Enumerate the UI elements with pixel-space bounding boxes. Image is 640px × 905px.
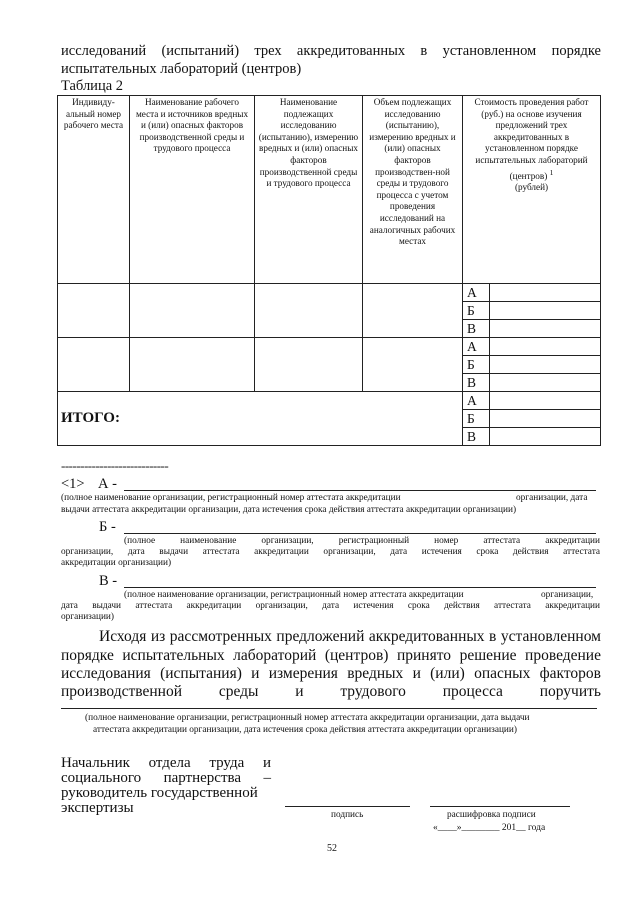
conclusion-line-2: порядке испытательных лабораторий (центров) принято решение проведение xyxy=(61,647,601,664)
decode-caption: расшифровка подписи xyxy=(447,810,536,820)
lab-label: Б xyxy=(463,302,490,320)
footnote-a-label: А - xyxy=(98,476,117,492)
cell-factors xyxy=(255,338,363,392)
position-line-1: Начальник отдела труда и xyxy=(61,755,271,771)
lab-label: В xyxy=(463,320,490,338)
table-row xyxy=(58,284,601,302)
header-cost-unit: (рублей) xyxy=(514,182,549,193)
footnote-v-caption-2: дата выдачи аттестата аккредитации организации, дата истечения срока действия аттестата аккредитации xyxy=(61,601,600,611)
table-row xyxy=(58,338,601,356)
footnote-b-label: Б - xyxy=(99,519,116,535)
date-line: «____»________ 201__ года xyxy=(433,823,546,833)
page-number: 52 xyxy=(327,843,337,854)
footnote-a-caption-2: выдачи аттестата аккредитации организации, дата истечения срока действия аттестата аккредитации организации) xyxy=(61,505,517,515)
lab-label: Б xyxy=(463,356,490,374)
cost-cell xyxy=(490,374,601,392)
footnote-b-caption-3: аккредитации организации) xyxy=(61,558,172,568)
decode-line xyxy=(430,806,570,807)
total-row xyxy=(58,392,601,410)
footnote-a-line xyxy=(124,490,596,491)
conclusion-line-1: Исходя из рассмотренных предложений аккредитованных в установленном xyxy=(99,628,601,645)
cell-volume xyxy=(363,338,463,392)
conclusion-line-4: производственной среды и трудового процесса поручить xyxy=(61,683,601,700)
footnote-v-caption-3: организации) xyxy=(61,612,115,622)
footnote-marker: <1> xyxy=(61,476,85,492)
cost-cell xyxy=(490,284,601,302)
cost-cell xyxy=(490,410,601,428)
total-label: ИТОГО: xyxy=(58,392,463,446)
lab-label: А xyxy=(463,284,490,302)
table-header-row xyxy=(58,96,601,284)
cost-cell xyxy=(490,428,601,446)
cell-volume xyxy=(363,284,463,338)
intro-line-1: исследований (испытаний) трех аккредитованных в установленном порядке xyxy=(61,43,601,59)
position-line-2: социального партнерства – xyxy=(61,770,271,786)
header-factors: Наименование подлежащих исследованию (испытанию), измерению вредных и (или) опасных факторов производственной среды и трудового процесса xyxy=(255,96,363,284)
position-line-3: руководитель государственной xyxy=(61,785,258,801)
footnote-v-line xyxy=(124,587,596,588)
table-title: Таблица 2 xyxy=(61,78,124,94)
lab-label: В xyxy=(463,374,490,392)
conclusion-answer-line xyxy=(61,708,597,709)
header-footnote-mark: 1 xyxy=(549,167,554,177)
cell-workplace-name xyxy=(130,284,255,338)
footnote-b-caption-2: организации, дата выдачи аттестата аккредитации организации, дата истечения срока действия аттестата xyxy=(61,547,600,557)
header-cost-text: Стоимость проведения работ (руб.) на основе изучения предложений трех аккредитованных в установленном порядке испытательных лабораторий (центров) xyxy=(474,97,589,181)
cell-workplace-number xyxy=(58,284,130,338)
header-workplace-number: Индивиду-альный номер рабочего места xyxy=(58,96,130,284)
header-workplace-name: Наименование рабочего места и источников вредных и (или) опасных факторов производственной среды и трудового процесса xyxy=(130,96,255,284)
assessment-table xyxy=(57,95,601,446)
footnote-b-line xyxy=(124,533,596,534)
lab-label: А xyxy=(463,392,490,410)
footnote-a-caption-1: (полное наименование организации, регистрационный номер аттестата аккредитации xyxy=(61,493,401,503)
header-cost xyxy=(463,96,601,284)
footnote-v-caption-1b: организации, xyxy=(541,590,594,600)
cost-cell xyxy=(490,356,601,374)
footnote-a-caption-1b: организации, дата xyxy=(516,493,588,503)
cell-factors xyxy=(255,284,363,338)
footnote-separator: ---------------------------- xyxy=(61,458,169,473)
conclusion-line-3: исследования (испытания) и измерения вредных и (или) опасных факторов xyxy=(61,665,601,682)
cost-cell xyxy=(490,302,601,320)
lab-label: Б xyxy=(463,410,490,428)
signature-line xyxy=(285,806,410,807)
footnote-b-caption-1: (полное наименование организации, регистрационный номер аттестата аккредитации xyxy=(124,536,600,546)
conclusion-caption-2: аттестата аккредитации организации, дата истечения срока действия аттестата аккредитации организации) xyxy=(93,725,517,735)
lab-label: А xyxy=(463,338,490,356)
cost-cell xyxy=(490,392,601,410)
footnote-v-label: В - xyxy=(99,573,118,589)
conclusion-caption-1: (полное наименование организации, регистрационный номер аттестата аккредитации организации, дата выдачи xyxy=(85,713,530,723)
signature-caption: подпись xyxy=(331,810,364,820)
footnote-v-caption-1: (полное наименование организации, регистрационный номер аттестата аккредитации xyxy=(124,590,464,600)
cost-cell xyxy=(490,338,601,356)
cell-workplace-name xyxy=(130,338,255,392)
header-volume: Объем подлежащих исследованию (испытанию), измерению вредных и (или) опасных факторов производствен-ной среды и трудового процесса с учетом проведения исследований на аналогичных рабочих местах xyxy=(363,96,463,284)
cost-cell xyxy=(490,320,601,338)
intro-line-2: испытательных лабораторий (центров) xyxy=(61,61,302,77)
cell-workplace-number xyxy=(58,338,130,392)
lab-label: В xyxy=(463,428,490,446)
position-line-4: экспертизы xyxy=(61,800,134,816)
